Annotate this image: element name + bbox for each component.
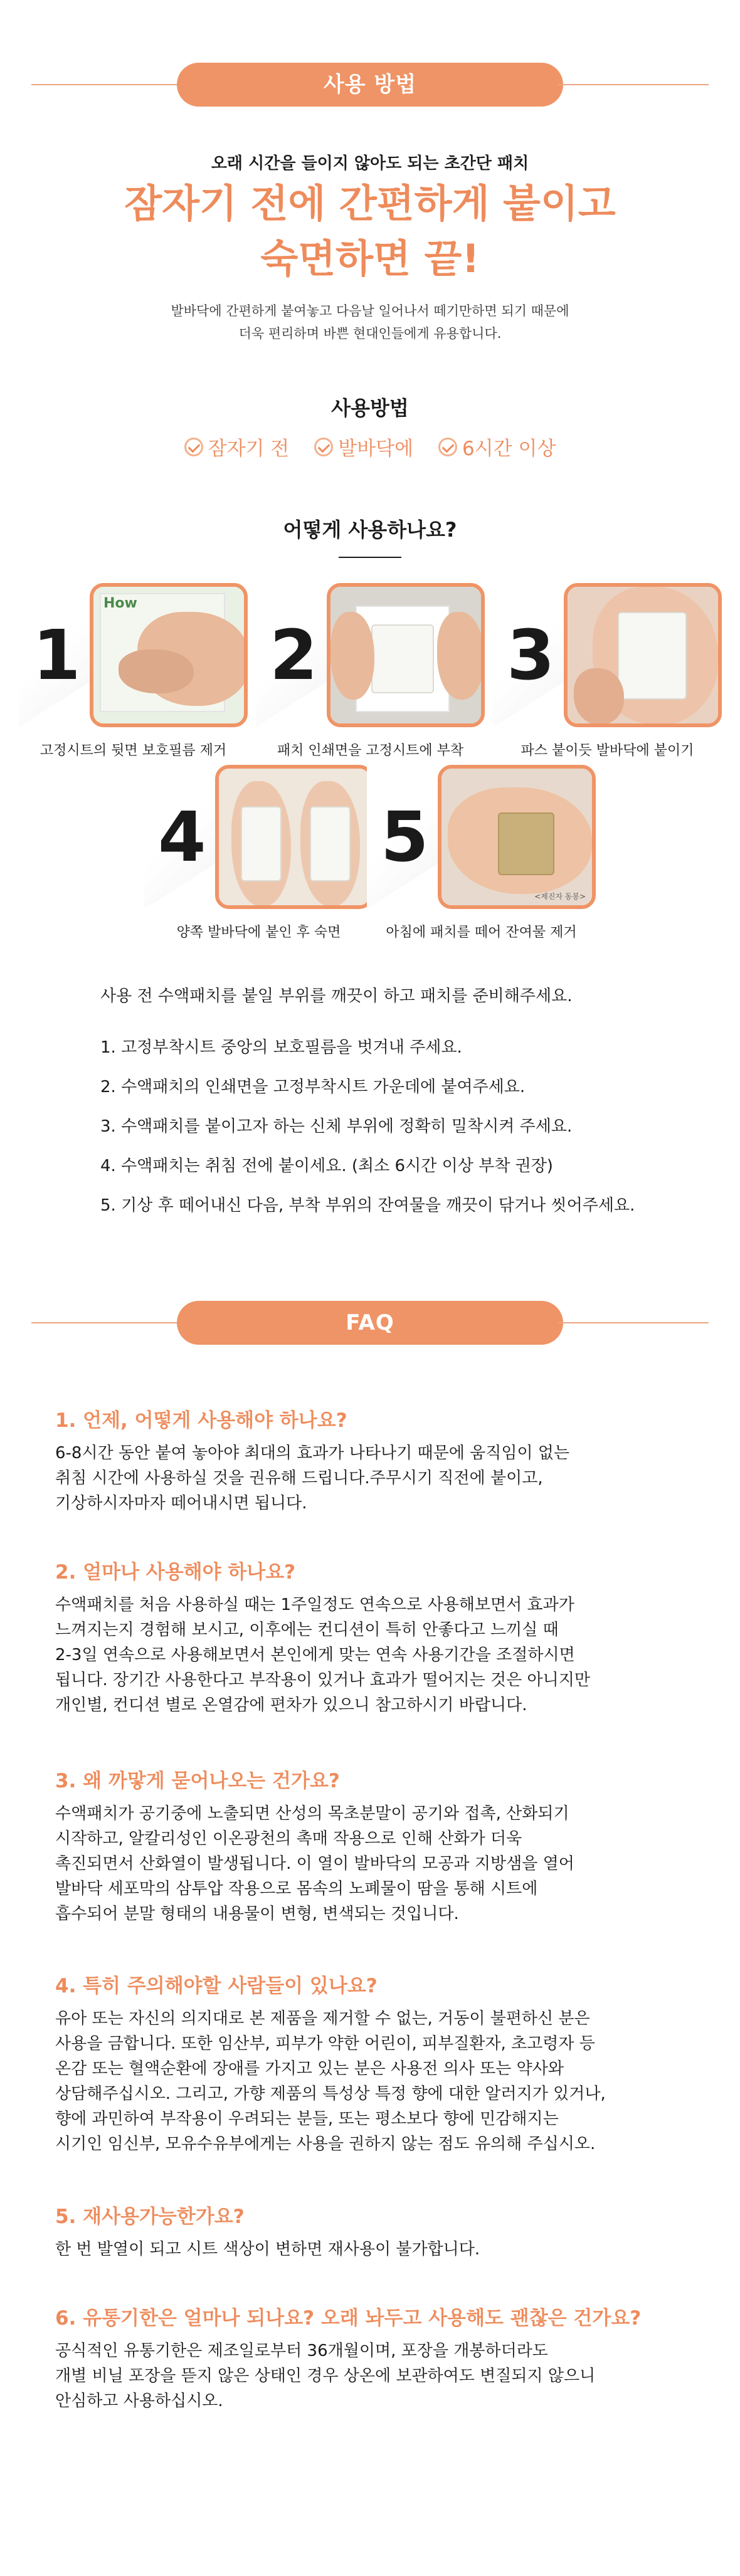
method-tag: 잠자기 전: [184, 433, 290, 461]
faq-question: 2. 얼마나 사용해야 하나요?: [55, 1561, 296, 1584]
step-image-1: [90, 583, 248, 727]
method-tag: 발바닥에: [314, 433, 413, 461]
step-card-1: [19, 583, 248, 759]
step-image-3: [564, 583, 722, 727]
instruction-item: 1. 고정부착시트 중앙의 보호필름을 벗겨내 주세요.: [100, 1038, 462, 1057]
step-number: 3: [507, 615, 555, 695]
step5-note: <제진자 동봉>: [534, 892, 586, 901]
method-tags: [0, 433, 740, 461]
faq-answer: 한 번 발열이 되고 시트 색상이 변하면 재사용이 불가합니다.: [55, 2240, 480, 2259]
faq-question: 5. 재사용가능한가요?: [55, 2205, 245, 2228]
check-circle-icon: [184, 438, 203, 456]
step-number: 4: [158, 797, 206, 877]
usage-section-title: 사용 방법: [177, 63, 563, 107]
faq-question: 6. 유통기한은 얼마나 되나요? 오래 놔두고 사용해도 괜찮은 건가요?: [55, 2307, 642, 2330]
faq-answer: 6-8시간 동안 붙여 놓아야 최대의 효과가 나타나기 때문에 움직임이 없는 취침 시간에 사용하실 것을 권유해 드립니다.주무시기 직전에 붙이고, 기상하시자마자 떼어내시면 됩니다.: [55, 1444, 570, 1513]
step-caption: 파스 붙이듯 발바닥에 붙이기: [521, 743, 694, 759]
step-number: 1: [33, 615, 81, 695]
usage-subtitle: 오래 시간을 들이지 않아도 되는 초간단 패치: [211, 154, 529, 173]
faq-question: 4. 특히 주의해야할 사람들이 있나요?: [55, 1975, 378, 1997]
step-card-5: [367, 765, 596, 940]
step-card-2: [256, 583, 485, 759]
step-image-4: [215, 765, 373, 909]
headline-line-1: 잠자기 전에 간편하게 붙이고: [124, 181, 616, 226]
how-title: 어떻게 사용하나요?: [283, 518, 457, 542]
step-image-2: [327, 583, 485, 727]
package-text: How: [103, 596, 137, 611]
faq-question: 1. 언제, 어떻게 사용해야 하나요?: [55, 1409, 347, 1432]
header-line-left: [31, 1322, 182, 1323]
instructions-intro: 사용 전 수액패치를 붙일 부위를 깨끗이 하고 패치를 준비해주세요.: [100, 987, 573, 1006]
desc-line-1: 발바닥에 간편하게 붙여놓고 다음날 일어나서 떼기만하면 되기 때문에: [171, 303, 569, 318]
method-tag: 6시간 이상: [438, 433, 556, 461]
faq-answer: 유아 또는 자신의 의지대로 본 제품을 제거할 수 없는, 거동이 불편하신 분은 사용을 금합니다. 또한 임산부, 피부가 약한 어린이, 피부질환자, 초고령자 등 온감 또는 혈액순환에 장애를 가지고 있는 분은 사용전 의사 또는 약사와 상담해주십시오. 그리고, 가향 제품의 특성상 특정 향에 대한 알러지가 있거나, 향에 과민하여 부작용이 우려되는 분들, 또는 평소보다 향에 민감해지는 시기인 임신부, 모유수유부에게는 사용을 권하지 않는 점도 유의해 주십시오.: [55, 2009, 606, 2153]
how-divider: [339, 557, 401, 558]
step-image-5: [438, 765, 596, 909]
check-circle-icon: [314, 438, 333, 456]
faq-answer: 수액패치가 공기중에 노출되면 산성의 목초분말이 공기와 접촉, 산화되기 시작하고, 알칼리성인 이온광천의 촉매 작용으로 인해 산화가 더욱 촉진되면서 산화열이 발생됩니다. 이 열이 발바닥의 모공과 지방샘을 열어 발바닥 세포막의 삼투압 작용으로 몸속의 노폐물이 땀을 통해 시트에 흡수되어 분말 형태의 내용물이 변형, 변색되는 것입니다.: [55, 1804, 574, 1923]
faq-section-title: FAQ: [177, 1301, 563, 1345]
instruction-item: 3. 수액패치를 붙이고자 하는 신체 부위에 정확히 밀착시켜 주세요.: [100, 1117, 573, 1136]
method-title: 사용방법: [331, 396, 409, 420]
check-circle-icon: [438, 438, 457, 456]
step-card-4: [144, 765, 373, 940]
step-caption: 패치 인쇄면을 고정시트에 부착: [277, 743, 464, 759]
header-line-left: [31, 84, 182, 85]
step-caption: 고정시트의 뒷면 보호필름 제거: [40, 743, 227, 759]
faq-section-header: [0, 1301, 740, 1345]
instruction-item: 4. 수액패치는 취침 전에 붙이세요. (최소 6시간 이상 부착 권장): [100, 1157, 553, 1175]
header-line-right: [558, 1322, 709, 1323]
step-number: 2: [270, 615, 318, 695]
headline-line-2: 숙면하면 끝!: [260, 236, 480, 281]
faq-question: 3. 왜 까맣게 묻어나오는 건가요?: [55, 1770, 340, 1792]
faq-answer: 공식적인 유통기한은 제조일로부터 36개월이며, 포장을 개봉하더라도 개별 비닐 포장을 뜯지 않은 상태인 경우 상온에 보관하여도 변질되지 않으니 안심하고 사용하십시오.: [55, 2342, 596, 2410]
faq-answer: 수액패치를 처음 사용하실 때는 1주일정도 연속으로 사용해보면서 효과가 느껴지는지 경험해 보시고, 이후에는 컨디션이 특히 안좋다고 느끼실 때 2-3일 연속으로 사용해보면서 본인에게 맞는 연속 사용기간을 조절하시면 됩니다. 장기간 사용한다고 부작용이 있거나 효과가 떨어지는 것은 아니지만 개인별, 컨디션 별로 온열감에 편차가 있으니 참고하시기 바랍니다.: [55, 1596, 590, 1715]
instruction-item: 2. 수액패치의 인쇄면을 고정부착시트 가운데에 붙여주세요.: [100, 1078, 526, 1096]
desc-line-2: 더욱 편리하며 바쁜 현대인들에게 유용합니다.: [238, 326, 502, 341]
header-line-right: [558, 84, 709, 85]
step-number: 5: [381, 797, 429, 877]
instruction-item: 5. 기상 후 떼어내신 다음, 부착 부위의 잔여물을 깨끗이 닦거나 씻어주세요.: [100, 1196, 635, 1215]
usage-section-header: [0, 63, 740, 107]
step-card-3: [493, 583, 722, 759]
step-caption: 아침에 패치를 떼어 잔여물 제거: [386, 925, 577, 940]
step-caption: 양쪽 발바닥에 붙인 후 숙면: [176, 925, 341, 940]
